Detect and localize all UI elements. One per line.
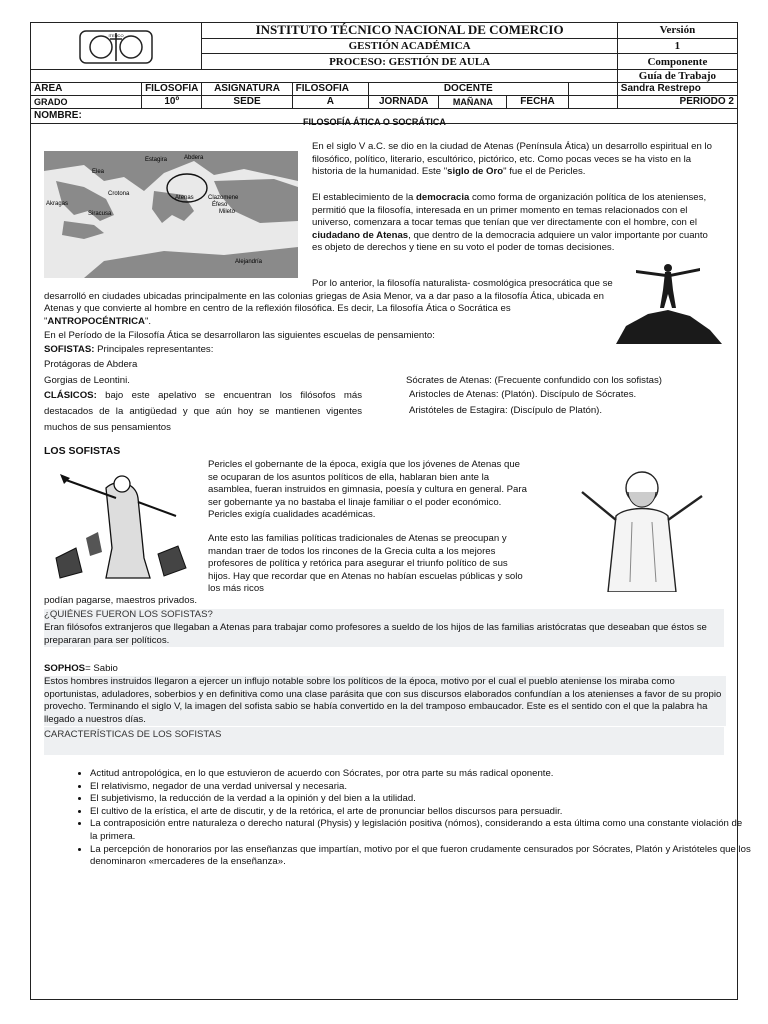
date-value[interactable] <box>568 96 617 109</box>
period-value: PERIODO 2 <box>617 96 737 109</box>
grade-value: 10º <box>142 96 202 109</box>
teacher-value: Sandra Restrepo <box>617 83 737 96</box>
subject-label: ASIGNATURA <box>202 83 292 96</box>
list-item: • El relativismo, negador de una verdad universal y necesaria. <box>90 781 752 794</box>
svg-text:Éfeso: Éfeso <box>212 202 228 208</box>
svg-text:Elea: Elea <box>92 169 105 175</box>
component-value: Guía de Trabajo <box>617 70 737 83</box>
pericles-paragraph-1: Pericles el gobernante de la época, exigía que los jóvenes de Atenas que se ocuparan de los asuntos políticos de ella, hablaran bien ante la asamblea, fueran instruidos en gimnasia, poesía y cultura en general. Para ser gobernante ya no bastaba el linaje familiar o el poder económico. Pericles exigía cualidades académicas. <box>208 459 527 521</box>
shift-value: MAÑANA <box>439 96 507 109</box>
intro-paragraph-2: El establecimiento de la democracia como forma de organización política de los atenienses, permitió que la filosofía, interesada en un primer momento en temas relacionados con el universo, comenzara a tocar temas que tenían que ver directamente con el hombre, con el ciudadano de Atenas, que dentro de la democracia adquiere un valor importante por cuanto es objeto de derechos y tiene en su voto el poder de tomas decisiones. <box>312 192 708 254</box>
schools-intro: En el Período de la Filosofía Ática se desarrollaron las siguientes escuelas de pensamiento: <box>44 330 435 341</box>
greece-map-image <box>44 151 298 278</box>
svg-text:Mileto: Mileto <box>219 209 236 215</box>
list-item: • Actitud antropológica, en lo que estuvieron de acuerdo con Sócrates, por otra parte su más radical oponente. <box>90 768 752 781</box>
sofistas-line: SOFISTAS: Principales representantes: <box>44 344 214 355</box>
list-item: • El cultivo de la erística, el arte de discutir, y de la retórica, el arte de pronunciar bellos discursos para persuadir. <box>90 806 752 819</box>
date-label: FECHA <box>507 96 568 109</box>
svg-text:Abdera: Abdera <box>184 155 204 161</box>
svg-text:Siracusa: Siracusa <box>88 211 112 217</box>
sophos-line: SOPHOS= Sabio <box>44 663 118 674</box>
caracteristicas-list <box>60 768 752 869</box>
svg-text:Clazomene: Clazomene <box>208 195 239 201</box>
philosopher-sketch-image <box>572 462 712 592</box>
area-label: ÁREA <box>31 83 142 96</box>
name-label: NOMBRE: <box>34 110 82 121</box>
shift-label: JORNADA <box>368 96 438 109</box>
los-sofistas-heading: LOS SOFISTAS <box>44 445 121 457</box>
svg-text:ITENCO: ITENCO <box>108 33 124 38</box>
subject-value: FILOSOFIA <box>292 83 368 96</box>
sophist-cartoon-image <box>46 468 196 586</box>
institution-name: INSTITUTO TÉCNICO NACIONAL DE COMERCIO <box>202 23 617 39</box>
version-value: 1 <box>617 38 737 54</box>
site-label: SEDE <box>202 96 292 109</box>
clasicos-paragraph: CLÁSICOS: bajo este apelativo se encuentran los filósofos más destacados de la antigüedad y que aún hoy se mantienen vigentes muchos de sus pensamientos <box>44 390 362 433</box>
area-value: FILOSOFIA <box>142 83 202 96</box>
svg-text:Akragas: Akragas <box>46 201 69 207</box>
svg-text:Atenas: Atenas <box>175 195 194 201</box>
pericles-paragraph-2: Ante esto las familias políticas tradicionales de Atenas se preocupan y mandan traer de todos los rincones de la Grecia culta a los mejores profesores de política y retórica para asegurar el triunfo político de sus hijos. Hay que recordar que en Atenas no habían escuelas públicas y solo los más ricos <box>208 533 523 595</box>
logo-cell <box>31 23 202 70</box>
component-label: Componente <box>617 54 737 70</box>
svg-text:Estagira: Estagira <box>145 157 168 163</box>
version-label: Versión <box>617 23 737 39</box>
sophos-paragraph: Estos hombres instruidos llegaron a ejercer un influjo notable sobre los políticos de la época, motivo por el cual el pueblo ateniense los miraba como oportunistas, aduladores, soberbios y en definitiva como una clase parásita que con sus discursos elaborados confundían a los atenienses a favor de su propio provecho. Terminando el siglo V, la imagen del sofista sabio se había convertido en la del tramposo embaucador. Este es el sentido con el que la palabra ha llegado a nuestros días. <box>44 676 726 726</box>
aristoteles: Aristóteles de Estagira: (Discípulo de Platón). <box>409 405 603 416</box>
gorgias: Gorgias de Leontini. <box>44 375 130 386</box>
quienes-paragraph: Eran filósofos extranjeros que llegaban a Atenas para trabajar como profesores a sueldo de los hijos de las familias aristócratas que deseaban que éstos se prepararan para ser políticos. <box>44 622 724 647</box>
list-item: • La percepción de honorarios por las enseñanzas que impartían, motivo por el que fueron crudamente censurados por Sócrates, Platón y Aristóteles que los denominaron «mercaderes de la enseñanza». <box>90 844 752 869</box>
school-crest-icon <box>76 27 156 67</box>
pericles-paragraph-3: podían pagarse, maestros privados. <box>44 595 198 606</box>
svg-text:Crotona: Crotona <box>108 191 130 197</box>
antropocentrica-paragraph: Por lo anterior, la filosofía naturalista- cosmológica presocrática que se desarrolló en ciudades ubicadas principalmente en las colonias griegas de Asia Menor, va a dar paso a la filosofía Ática, ubicada en Atenas y que convierte al hombre en centro de la reflexión filosófica. Es decir, La filosofía Ática o Socrática es "ANTROPOCÉNTRICA". <box>44 278 613 327</box>
quienes-heading: ¿QUIÉNES FUERON LOS SOFISTAS? <box>44 609 724 622</box>
doc-title: FILOSOFÍA ÁTICA O SOCRÁTICA <box>303 117 446 127</box>
management-title: GESTIÓN ACADÉMICA <box>202 38 617 54</box>
teacher-label: DOCENTE <box>368 83 568 96</box>
header-table <box>30 22 738 124</box>
intro-paragraph-1: En el siglo V a.C. se dio en la ciudad de Atenas (Península Ática) un desarrollo espiritual en lo filosófico, político, literario, escultórico, pictórico, etc. Como pocas veces se ha visto en la historia de la humanidad. Este "siglo de Oro" fue el de Pericles. <box>312 141 712 178</box>
grade-label: GRADO <box>31 96 142 109</box>
process-title: PROCESO: GESTIÓN DE AULA <box>202 54 617 70</box>
socrates: Sócrates de Atenas: (Frecuente confundido con los sofistas) <box>406 375 662 386</box>
list-item: • El subjetivismo, la reducción de la verdad a la opinión y del bien a la utilidad. <box>90 793 752 806</box>
aristocles: Aristocles de Atenas: (Platón). Discípulo de Sócrates. <box>409 389 637 400</box>
caracteristicas-heading: CARACTERÍSTICAS DE LOS SOFISTAS <box>44 727 724 755</box>
list-item: • La contraposición entre naturaleza o derecho natural (Physis) y legislación positiva (nómos), considerando a esta última como una constante violación de la primera. <box>90 818 752 843</box>
protagoras: Protágoras de Abdera <box>44 359 138 370</box>
site-value: A <box>292 96 368 109</box>
svg-text:Alejandría: Alejandría <box>235 259 263 265</box>
